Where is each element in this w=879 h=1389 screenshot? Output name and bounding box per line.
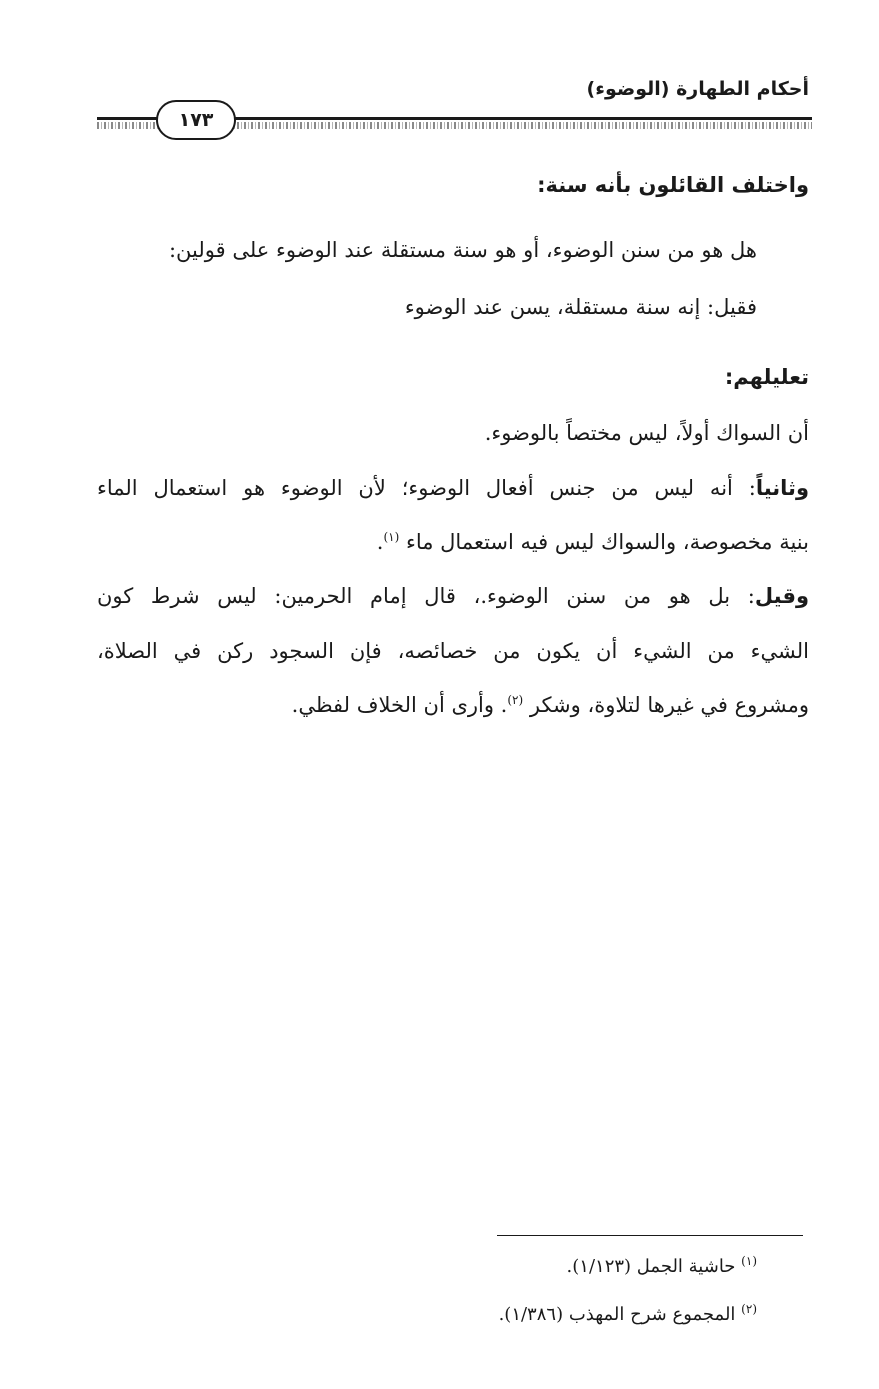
paragraph-line [97, 478, 809, 499]
paragraph-line: فقيل: إنه سنة مستقلة، يسن عند الوضوء [404, 295, 757, 319]
line-text: بنية مخصوصة، والسواك ليس فيه استعمال ماء [405, 530, 809, 554]
line-text: : أنه ليس من جنس أفعال الوضوء؛ لأن الوضوء هو استعمال الماء [97, 476, 756, 500]
line-text: ومشروع في غيرها لتلاوة، وشكر [529, 693, 809, 717]
running-title: أحكام الطهارة (الوضوء) [586, 78, 809, 100]
line-text: . وأرى أن الخلاف لفظي. [291, 693, 508, 717]
footnote-marker: (١) [741, 1254, 757, 1268]
paragraph-line: الشيء من الشيء أن يكون من خصائصه، فإن السجود ركن في الصلاة، [97, 639, 809, 663]
footnote-text: حاشية الجمل (١/١٢٣). [566, 1256, 736, 1277]
section-heading: واختلف القائلون بأنه سنة: [537, 173, 809, 197]
paragraph-line [97, 586, 809, 607]
paragraph-line: أن السواك أولاً، ليس مختصاً بالوضوء. [484, 421, 809, 445]
paragraph-line [377, 532, 809, 553]
bold-lead-word: وقيل [754, 584, 809, 608]
footnote [498, 1302, 757, 1325]
line-text: : بل هو من سنن الوضوء.، قال إمام الحرمين: ليس شرط كون [97, 584, 755, 608]
paragraph-line [292, 695, 809, 716]
footnote-ref[interactable]: (٢) [507, 693, 524, 707]
paragraph-line: هل هو من سنن الوضوء، أو هو سنة مستقلة عند الوضوء على قولين: [168, 238, 757, 262]
footnote-ref[interactable]: (١) [383, 530, 400, 544]
bold-lead-word: وثانياً [755, 476, 809, 500]
footnote-text: المجموع شرح المهذب (١/٣٨٦). [498, 1304, 736, 1325]
subsection-heading: تعليلهم: [724, 365, 809, 389]
line-end: . [376, 530, 384, 554]
footnote [566, 1254, 757, 1277]
footnote-marker: (٢) [741, 1302, 757, 1316]
footnote-separator [497, 1235, 803, 1236]
page-number: ١٧٣ [156, 100, 236, 140]
